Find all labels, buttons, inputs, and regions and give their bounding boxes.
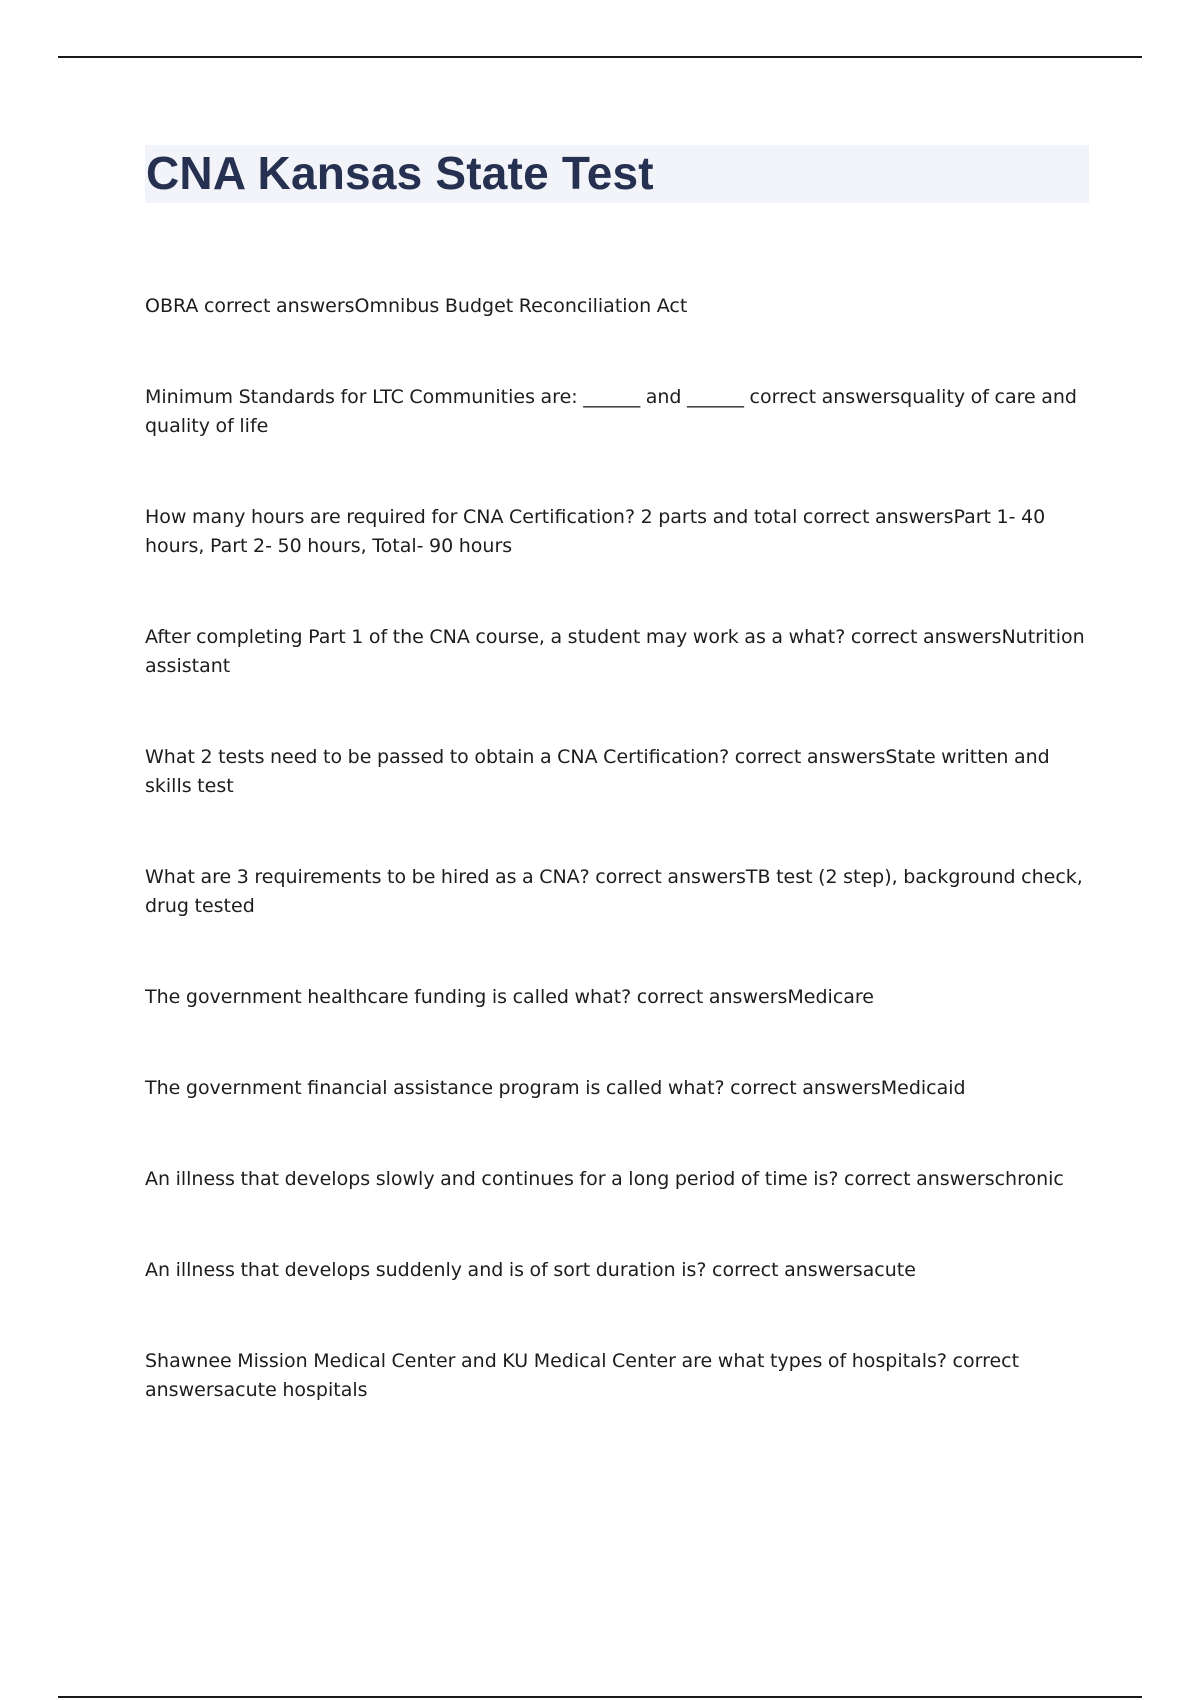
- qa-item: What 2 tests need to be passed to obtain a CNA Certification? correct answersState written and skills test: [145, 746, 1050, 797]
- header-rule: [58, 56, 1142, 58]
- qa-item: An illness that develops suddenly and is of sort duration is? correct answersacute: [145, 1259, 916, 1281]
- qa-item: An illness that develops slowly and continues for a long period of time is? correct answerschronic: [145, 1168, 1064, 1190]
- qa-item: Minimum Standards for LTC Communities are: ______ and ______ correct answersquality of care and quality of life: [145, 386, 1077, 437]
- qa-item: What are 3 requirements to be hired as a CNA? correct answersTB test (2 step), background check, drug tested: [145, 866, 1083, 917]
- footer-rule: [58, 1696, 1142, 1698]
- qa-item: How many hours are required for CNA Certification? 2 parts and total correct answersPart 1- 40 hours, Part 2- 50 hours, Total- 90 hours: [145, 506, 1046, 557]
- page-title: CNA Kansas State Test: [146, 147, 654, 199]
- qa-item: Shawnee Mission Medical Center and KU Medical Center are what types of hospitals? correct answersacute hospitals: [145, 1350, 1020, 1401]
- qa-item: The government healthcare funding is called what? correct answersMedicare: [145, 986, 874, 1008]
- qa-item: The government financial assistance program is called what? correct answersMedicaid: [145, 1077, 966, 1099]
- qa-item: After completing Part 1 of the CNA course, a student may work as a what? correct answersNutrition assistant: [145, 626, 1085, 677]
- question-answer-list: [145, 292, 1095, 1405]
- qa-item: OBRA correct answersOmnibus Budget Reconciliation Act: [145, 295, 688, 317]
